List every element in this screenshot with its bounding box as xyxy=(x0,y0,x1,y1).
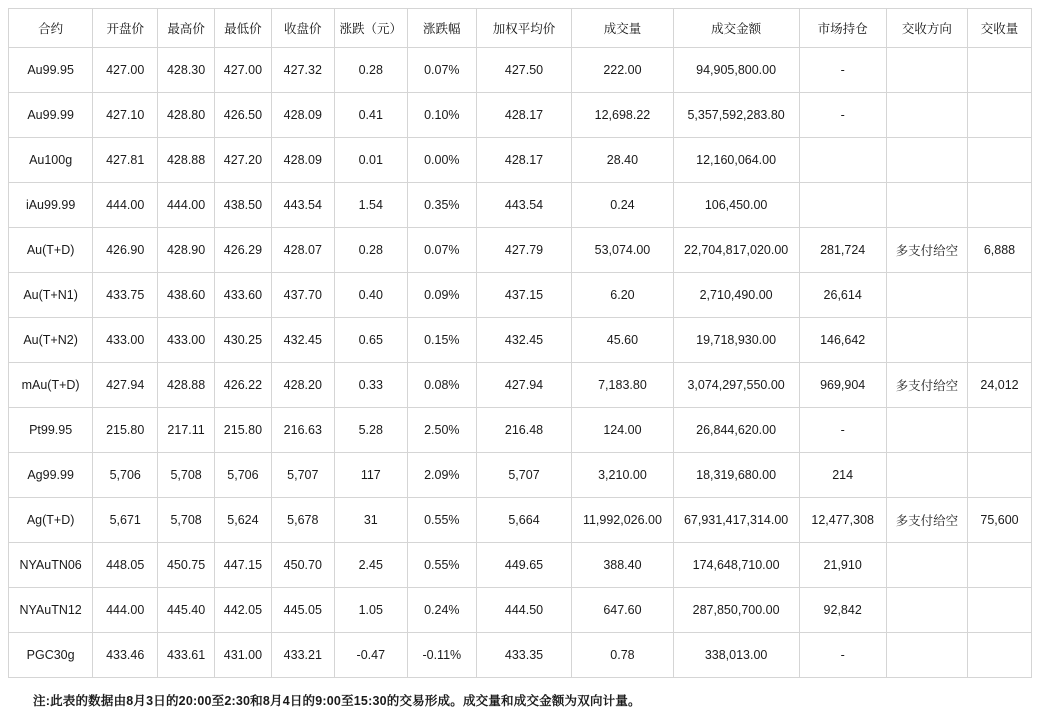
cell-open-price: 433.00 xyxy=(93,318,158,363)
cell-low-price: 433.60 xyxy=(215,273,272,318)
cell-delivery-direction xyxy=(886,633,967,678)
cell-turnover: 3,074,297,550.00 xyxy=(673,363,799,408)
cell-change-percent: 0.55% xyxy=(407,543,476,588)
column-header-open-price: 开盘价 xyxy=(93,9,158,48)
cell-delivery-direction: 多支付给空 xyxy=(886,363,967,408)
cell-change: 1.54 xyxy=(334,183,407,228)
cell-delivery-direction: 多支付给空 xyxy=(886,228,967,273)
column-header-weighted-average-price: 加权平均价 xyxy=(476,9,571,48)
cell-contract: Au99.99 xyxy=(9,93,93,138)
cell-change: 0.28 xyxy=(334,228,407,273)
cell-volume: 7,183.80 xyxy=(572,363,673,408)
cell-turnover: 5,357,592,283.80 xyxy=(673,93,799,138)
cell-delivery-volume xyxy=(967,543,1031,588)
cell-open-price: 427.81 xyxy=(93,138,158,183)
cell-delivery-volume xyxy=(967,93,1031,138)
cell-volume: 388.40 xyxy=(572,543,673,588)
cell-contract: Au(T+N2) xyxy=(9,318,93,363)
cell-open-price: 433.46 xyxy=(93,633,158,678)
cell-delivery-direction xyxy=(886,588,967,633)
cell-delivery-volume xyxy=(967,273,1031,318)
cell-close-price: 432.45 xyxy=(271,318,334,363)
cell-turnover: 19,718,930.00 xyxy=(673,318,799,363)
cell-close-price: 443.54 xyxy=(271,183,334,228)
cell-contract: Ag(T+D) xyxy=(9,498,93,543)
cell-open-interest: 281,724 xyxy=(799,228,886,273)
cell-change-percent: 2.09% xyxy=(407,453,476,498)
table-header xyxy=(9,9,1032,48)
table-body xyxy=(9,48,1032,678)
cell-high-price: 444.00 xyxy=(158,183,215,228)
cell-change: 5.28 xyxy=(334,408,407,453)
cell-contract: NYAuTN12 xyxy=(9,588,93,633)
table-row xyxy=(9,453,1032,498)
cell-low-price: 427.20 xyxy=(215,138,272,183)
column-header-volume: 成交量 xyxy=(572,9,673,48)
cell-weighted-average-price: 427.94 xyxy=(476,363,571,408)
cell-change-percent: 2.50% xyxy=(407,408,476,453)
cell-open-price: 427.00 xyxy=(93,48,158,93)
cell-high-price: 428.30 xyxy=(158,48,215,93)
cell-open-interest: 214 xyxy=(799,453,886,498)
cell-open-price: 5,671 xyxy=(93,498,158,543)
cell-open-interest: 26,614 xyxy=(799,273,886,318)
cell-open-price: 444.00 xyxy=(93,183,158,228)
cell-delivery-volume xyxy=(967,408,1031,453)
cell-change-percent: 0.00% xyxy=(407,138,476,183)
cell-volume: 45.60 xyxy=(572,318,673,363)
column-header-contract: 合约 xyxy=(9,9,93,48)
cell-close-price: 428.07 xyxy=(271,228,334,273)
cell-delivery-volume xyxy=(967,453,1031,498)
cell-open-interest: 92,842 xyxy=(799,588,886,633)
cell-high-price: 428.80 xyxy=(158,93,215,138)
cell-turnover: 94,905,800.00 xyxy=(673,48,799,93)
cell-change-percent: -0.11% xyxy=(407,633,476,678)
cell-low-price: 442.05 xyxy=(215,588,272,633)
table-row xyxy=(9,93,1032,138)
column-header-open-interest: 市场持仓 xyxy=(799,9,886,48)
cell-change: 0.40 xyxy=(334,273,407,318)
cell-change: 1.05 xyxy=(334,588,407,633)
cell-change: 0.41 xyxy=(334,93,407,138)
cell-high-price: 433.00 xyxy=(158,318,215,363)
cell-weighted-average-price: 428.17 xyxy=(476,138,571,183)
column-header-delivery-direction: 交收方向 xyxy=(886,9,967,48)
cell-turnover: 12,160,064.00 xyxy=(673,138,799,183)
cell-volume: 3,210.00 xyxy=(572,453,673,498)
cell-open-interest: 969,904 xyxy=(799,363,886,408)
column-header-delivery-volume: 交收量 xyxy=(967,9,1031,48)
cell-change: 0.01 xyxy=(334,138,407,183)
cell-open-price: 427.10 xyxy=(93,93,158,138)
cell-delivery-direction xyxy=(886,408,967,453)
cell-volume: 647.60 xyxy=(572,588,673,633)
cell-close-price: 5,678 xyxy=(271,498,334,543)
cell-turnover: 26,844,620.00 xyxy=(673,408,799,453)
cell-weighted-average-price: 432.45 xyxy=(476,318,571,363)
cell-close-price: 428.09 xyxy=(271,93,334,138)
cell-delivery-volume: 75,600 xyxy=(967,498,1031,543)
cell-close-price: 216.63 xyxy=(271,408,334,453)
cell-delivery-direction xyxy=(886,93,967,138)
table-row xyxy=(9,408,1032,453)
table-row xyxy=(9,138,1032,183)
cell-high-price: 433.61 xyxy=(158,633,215,678)
cell-weighted-average-price: 449.65 xyxy=(476,543,571,588)
cell-change: 31 xyxy=(334,498,407,543)
cell-delivery-direction xyxy=(886,183,967,228)
table-row xyxy=(9,633,1032,678)
cell-volume: 12,698.22 xyxy=(572,93,673,138)
cell-volume: 6.20 xyxy=(572,273,673,318)
cell-change: 117 xyxy=(334,453,407,498)
cell-contract: Au100g xyxy=(9,138,93,183)
cell-weighted-average-price: 443.54 xyxy=(476,183,571,228)
cell-weighted-average-price: 444.50 xyxy=(476,588,571,633)
cell-weighted-average-price: 216.48 xyxy=(476,408,571,453)
table-row xyxy=(9,318,1032,363)
cell-low-price: 426.29 xyxy=(215,228,272,273)
cell-open-price: 426.90 xyxy=(93,228,158,273)
cell-high-price: 5,708 xyxy=(158,453,215,498)
table-row xyxy=(9,48,1032,93)
cell-change: -0.47 xyxy=(334,633,407,678)
cell-low-price: 5,706 xyxy=(215,453,272,498)
cell-change-percent: 0.55% xyxy=(407,498,476,543)
cell-close-price: 450.70 xyxy=(271,543,334,588)
cell-volume: 53,074.00 xyxy=(572,228,673,273)
cell-delivery-direction xyxy=(886,318,967,363)
column-header-low-price: 最低价 xyxy=(215,9,272,48)
cell-high-price: 428.90 xyxy=(158,228,215,273)
cell-low-price: 427.00 xyxy=(215,48,272,93)
cell-delivery-volume xyxy=(967,138,1031,183)
cell-change-percent: 0.15% xyxy=(407,318,476,363)
cell-close-price: 433.21 xyxy=(271,633,334,678)
cell-delivery-volume xyxy=(967,48,1031,93)
cell-low-price: 426.50 xyxy=(215,93,272,138)
table-row xyxy=(9,543,1032,588)
cell-change-percent: 0.07% xyxy=(407,48,476,93)
cell-close-price: 445.05 xyxy=(271,588,334,633)
market-data-table xyxy=(8,8,1032,678)
cell-turnover: 67,931,417,314.00 xyxy=(673,498,799,543)
table-footnote: 注:此表的数据由8月3日的20:00至2:30和8月4日的9:00至15:30的交易形成。成交量和成交金额为双向计量。 xyxy=(33,694,641,708)
cell-open-interest xyxy=(799,183,886,228)
cell-high-price: 450.75 xyxy=(158,543,215,588)
cell-high-price: 445.40 xyxy=(158,588,215,633)
cell-delivery-direction xyxy=(886,543,967,588)
cell-close-price: 437.70 xyxy=(271,273,334,318)
table-row xyxy=(9,363,1032,408)
cell-volume: 0.24 xyxy=(572,183,673,228)
cell-turnover: 338,013.00 xyxy=(673,633,799,678)
cell-delivery-direction xyxy=(886,48,967,93)
table-row xyxy=(9,588,1032,633)
cell-open-price: 215.80 xyxy=(93,408,158,453)
cell-close-price: 427.32 xyxy=(271,48,334,93)
cell-delivery-volume xyxy=(967,633,1031,678)
cell-high-price: 217.11 xyxy=(158,408,215,453)
cell-open-price: 444.00 xyxy=(93,588,158,633)
cell-open-interest: - xyxy=(799,48,886,93)
cell-low-price: 431.00 xyxy=(215,633,272,678)
cell-low-price: 430.25 xyxy=(215,318,272,363)
cell-low-price: 447.15 xyxy=(215,543,272,588)
cell-high-price: 428.88 xyxy=(158,363,215,408)
cell-open-price: 433.75 xyxy=(93,273,158,318)
cell-turnover: 174,648,710.00 xyxy=(673,543,799,588)
cell-low-price: 426.22 xyxy=(215,363,272,408)
cell-turnover: 2,710,490.00 xyxy=(673,273,799,318)
cell-contract: NYAuTN06 xyxy=(9,543,93,588)
column-header-change: 涨跌（元） xyxy=(334,9,407,48)
cell-open-interest: 12,477,308 xyxy=(799,498,886,543)
cell-weighted-average-price: 428.17 xyxy=(476,93,571,138)
cell-high-price: 5,708 xyxy=(158,498,215,543)
cell-weighted-average-price: 5,664 xyxy=(476,498,571,543)
cell-weighted-average-price: 433.35 xyxy=(476,633,571,678)
cell-change-percent: 0.10% xyxy=(407,93,476,138)
cell-weighted-average-price: 427.50 xyxy=(476,48,571,93)
cell-change-percent: 0.08% xyxy=(407,363,476,408)
cell-volume: 11,992,026.00 xyxy=(572,498,673,543)
cell-change: 2.45 xyxy=(334,543,407,588)
cell-change: 0.28 xyxy=(334,48,407,93)
cell-delivery-volume xyxy=(967,318,1031,363)
column-header-turnover: 成交金额 xyxy=(673,9,799,48)
cell-close-price: 5,707 xyxy=(271,453,334,498)
cell-weighted-average-price: 5,707 xyxy=(476,453,571,498)
column-header-change-percent: 涨跌幅 xyxy=(407,9,476,48)
cell-volume: 124.00 xyxy=(572,408,673,453)
table-header-row xyxy=(9,9,1032,48)
cell-turnover: 106,450.00 xyxy=(673,183,799,228)
cell-change: 0.33 xyxy=(334,363,407,408)
table-row xyxy=(9,273,1032,318)
cell-close-price: 428.20 xyxy=(271,363,334,408)
cell-volume: 28.40 xyxy=(572,138,673,183)
column-header-close-price: 收盘价 xyxy=(271,9,334,48)
cell-contract: mAu(T+D) xyxy=(9,363,93,408)
cell-contract: PGC30g xyxy=(9,633,93,678)
cell-delivery-volume xyxy=(967,183,1031,228)
cell-change-percent: 0.24% xyxy=(407,588,476,633)
cell-high-price: 438.60 xyxy=(158,273,215,318)
cell-open-price: 5,706 xyxy=(93,453,158,498)
cell-open-price: 427.94 xyxy=(93,363,158,408)
cell-contract: Au(T+N1) xyxy=(9,273,93,318)
cell-change-percent: 0.35% xyxy=(407,183,476,228)
cell-change-percent: 0.09% xyxy=(407,273,476,318)
column-header-high-price: 最高价 xyxy=(158,9,215,48)
cell-contract: Au99.95 xyxy=(9,48,93,93)
cell-contract: Au(T+D) xyxy=(9,228,93,273)
cell-volume: 222.00 xyxy=(572,48,673,93)
cell-contract: Ag99.99 xyxy=(9,453,93,498)
cell-open-interest: - xyxy=(799,633,886,678)
cell-volume: 0.78 xyxy=(572,633,673,678)
cell-open-price: 448.05 xyxy=(93,543,158,588)
cell-delivery-volume: 24,012 xyxy=(967,363,1031,408)
cell-turnover: 18,319,680.00 xyxy=(673,453,799,498)
cell-delivery-direction xyxy=(886,138,967,183)
cell-weighted-average-price: 437.15 xyxy=(476,273,571,318)
cell-open-interest: - xyxy=(799,93,886,138)
cell-delivery-direction xyxy=(886,453,967,498)
cell-open-interest: - xyxy=(799,408,886,453)
cell-close-price: 428.09 xyxy=(271,138,334,183)
cell-turnover: 22,704,817,020.00 xyxy=(673,228,799,273)
cell-delivery-volume xyxy=(967,588,1031,633)
cell-change: 0.65 xyxy=(334,318,407,363)
cell-high-price: 428.88 xyxy=(158,138,215,183)
cell-contract: iAu99.99 xyxy=(9,183,93,228)
cell-contract: Pt99.95 xyxy=(9,408,93,453)
cell-delivery-volume: 6,888 xyxy=(967,228,1031,273)
cell-delivery-direction: 多支付给空 xyxy=(886,498,967,543)
cell-weighted-average-price: 427.79 xyxy=(476,228,571,273)
cell-open-interest: 21,910 xyxy=(799,543,886,588)
cell-open-interest xyxy=(799,138,886,183)
table-row xyxy=(9,183,1032,228)
cell-low-price: 5,624 xyxy=(215,498,272,543)
table-row xyxy=(9,498,1032,543)
cell-turnover: 287,850,700.00 xyxy=(673,588,799,633)
cell-low-price: 215.80 xyxy=(215,408,272,453)
table-row xyxy=(9,228,1032,273)
cell-delivery-direction xyxy=(886,273,967,318)
cell-low-price: 438.50 xyxy=(215,183,272,228)
cell-open-interest: 146,642 xyxy=(799,318,886,363)
cell-change-percent: 0.07% xyxy=(407,228,476,273)
